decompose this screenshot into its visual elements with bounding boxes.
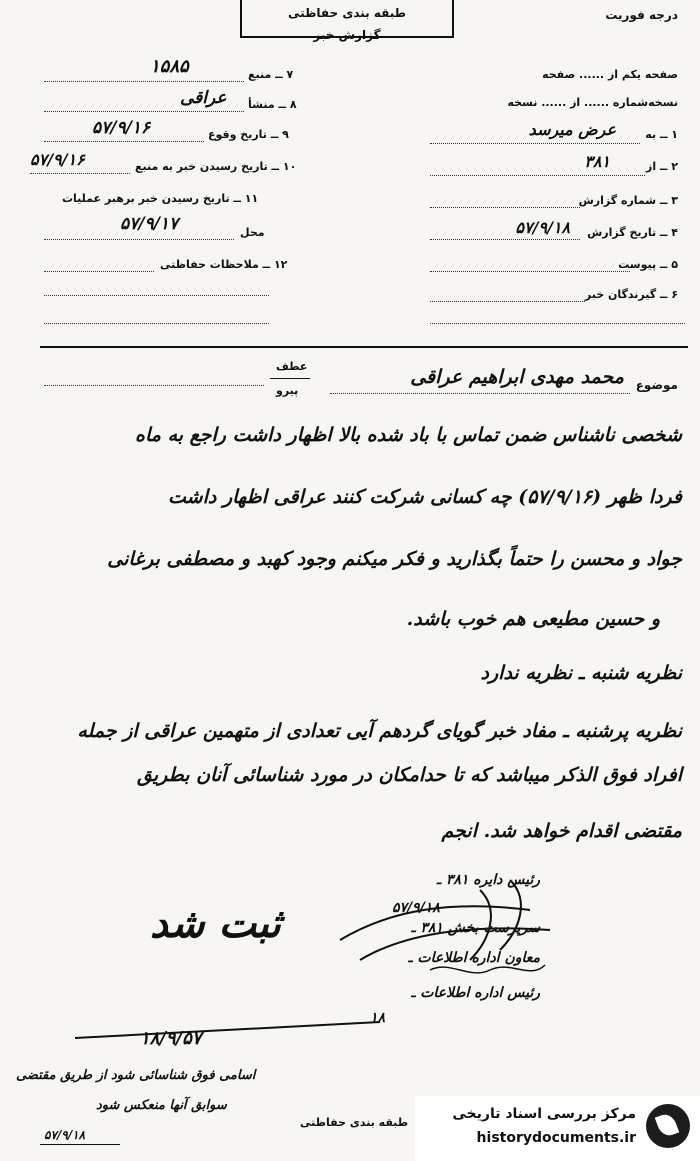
body-line-5: نظریه شنبه ـ نظریه ندارد	[480, 662, 682, 684]
date-occurred-value: ۵۷/۹/۱۶	[92, 118, 151, 138]
recipients-label: ۶ ــ گیرندگان خبر	[584, 288, 678, 301]
sig-line-chief-381-date: ۵۷/۹/۱۸	[392, 900, 440, 916]
report-date-value: ۵۷/۹/۱۸	[515, 218, 570, 237]
header-box-left-edge	[240, 0, 242, 38]
classification-bottom: طبقه بندی حفاظتی	[300, 1116, 409, 1129]
remarks-label: ۱۲ ــ ملاحظات حفاظتی	[160, 258, 288, 271]
section-divider	[40, 346, 688, 348]
watermark-url: historydocuments.ir	[476, 1130, 636, 1146]
header-box-right-edge	[452, 0, 454, 38]
report-number-label: ۳ ــ شماره گزارش	[578, 194, 678, 207]
date-to-chief-value: ۵۷/۹/۱۷	[120, 214, 179, 234]
bottom-note-line-1: اسامی فوق شناسائی شود از طریق مقتضی	[16, 1068, 256, 1083]
sig-line-deputy: معاون اداره اطلاعات ـ	[408, 950, 540, 966]
large-handwritten-note: ثبت شد	[150, 900, 281, 947]
source-label: ۷ ــ منبع	[248, 68, 294, 81]
date-to-source-value: ۵۷/۹/۱۶	[30, 150, 85, 169]
date-to-source-label: ۱۰ ــ تاریخ رسیدن خبر به منبع	[135, 160, 297, 173]
copy-number-label: نسخه‌شماره ...... از ...... نسخه	[507, 96, 678, 109]
classification-top: طبقه بندی حفاظتی	[288, 6, 406, 20]
signature-scribbles	[330, 870, 560, 1000]
body-line-4: و حسین مطیعی هم خوب باشد.	[406, 608, 660, 630]
body-line-3: جواد و محسن را حتماً بگذارید و فکر میکنم وجود کهبد و مصطفی برغانی	[107, 548, 682, 570]
bottom-slanted-line	[70, 1016, 390, 1046]
subject-label: موضوع	[635, 378, 678, 392]
bottom-date: ۱۸/۹/۵۷	[140, 1028, 202, 1049]
body-line-1: شخصی ناشناس ضمن تماس با باد شده بالا اظهار داشت راجع به ماه	[135, 424, 682, 446]
body-line-2: فردا ظهر (۵۷/۹/۱۶) چه کسانی شرکت کنند عراقی اظهار داشت	[168, 486, 682, 508]
origin-value: عراقی	[180, 88, 227, 108]
atf-label: عطف	[276, 360, 308, 373]
body-line-8: مقتضی اقدام خواهد شد. انجم	[441, 820, 682, 842]
subject-value: محمد مهدی ابراهیم عراقی	[410, 366, 624, 388]
to-value: عرض میرسد	[528, 120, 616, 139]
peyro-label: پیرو	[276, 384, 299, 397]
from-value: ۳۸۱	[584, 152, 610, 171]
place-label: محل	[240, 226, 265, 239]
priority-label: درجه فوریت	[605, 8, 678, 22]
from-label: ۲ ــ از	[645, 160, 678, 173]
bottom-note-line-2: سوابق آنها منعکس شود	[96, 1098, 227, 1113]
report-type: گزارش خبر	[313, 28, 381, 42]
body-line-6: نظریه پرشنبه ـ مفاد خبر گویای گردهم آیی تعدادی از متهمین عراقی از جمله	[77, 720, 682, 742]
source-value: ۱۵۸۵	[150, 56, 189, 77]
sig-line-section-head: سرپرست بخش ۳۸۱ ـ	[411, 920, 540, 936]
sig-line-head: رئیس اداره اطلاعات ـ	[411, 985, 540, 1001]
attachment-label: ۵ ــ پیوست	[618, 258, 678, 271]
body-line-7: افراد فوق الذکر میباشد که تا حدامکان در مورد شناسائی آنان بطریق	[137, 764, 682, 786]
archive-logo-icon	[646, 1104, 690, 1148]
origin-label: ۸ ــ منشأ	[248, 98, 297, 111]
report-date-label: ۴ ــ تاریخ گزارش	[587, 226, 678, 239]
note-date: ۱۸	[370, 1010, 386, 1026]
to-label: ۱ ــ به	[645, 128, 678, 141]
watermark-banner	[415, 1096, 700, 1161]
date-to-chief-label: ۱۱ ــ تاریخ رسیدن خبر برهبر عملیات	[62, 192, 259, 205]
page-count-label: صفحه یکم از ...... صفحه	[542, 68, 678, 81]
date-occurred-label: ۹ ــ تاریخ وقوع	[208, 128, 289, 141]
corner-date: ۵۷/۹/۱۸	[44, 1128, 85, 1142]
sig-line-chief-381: رئیس دایره ۳۸۱ ـ	[436, 872, 540, 888]
watermark-org: مرکز بررسی اسناد تاریخی	[452, 1106, 636, 1122]
